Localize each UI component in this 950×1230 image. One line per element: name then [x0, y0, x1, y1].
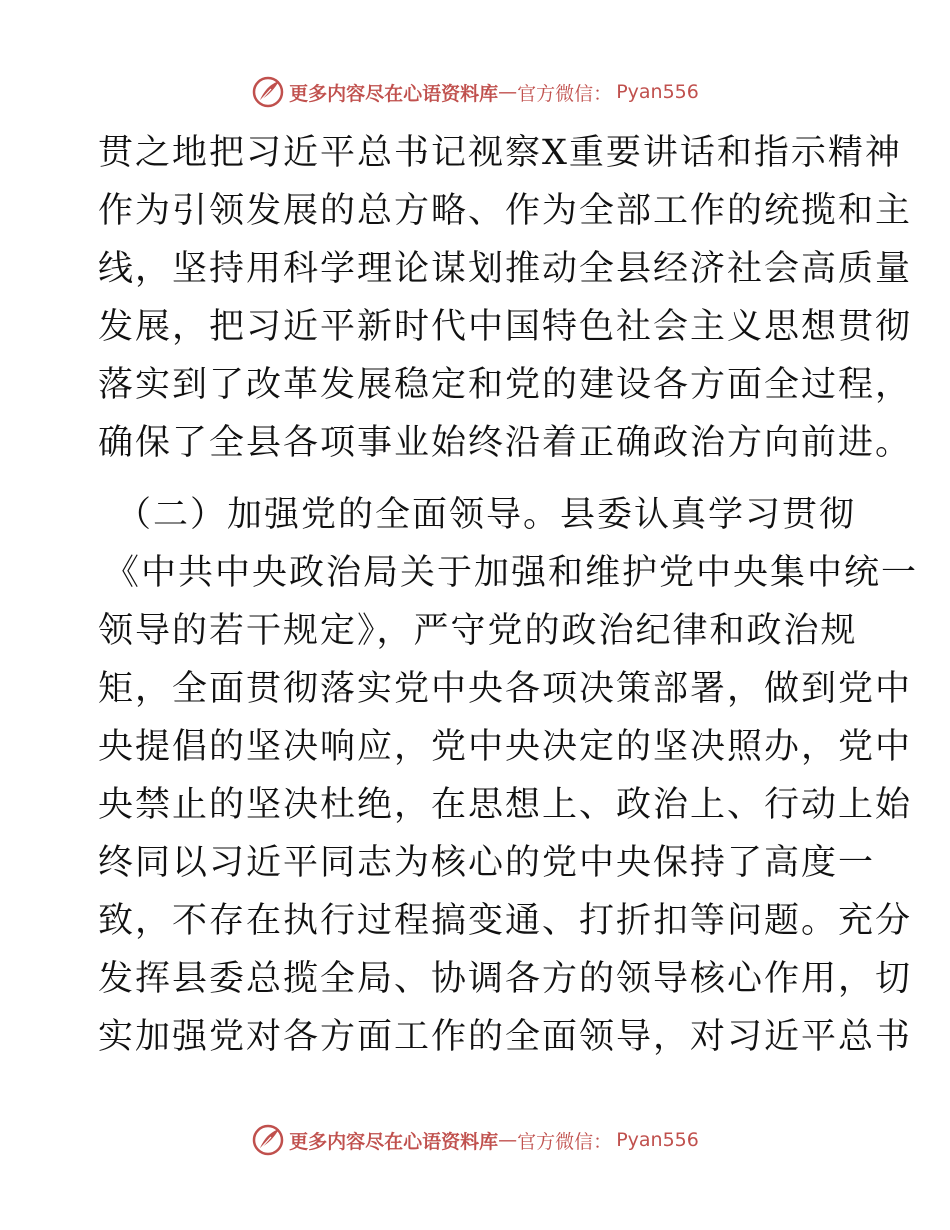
watermark-account-label: 官方微信： — [517, 1130, 613, 1153]
text-line: 致，不存在执行过程搞变通、打折扣等问题。充分 — [98, 901, 913, 941]
text-line: 终同以习近平同志为核心的党中央保持了高度一 — [98, 843, 876, 883]
text-line: 作为引领发展的总方略、作为全部工作的统揽和主 — [98, 191, 913, 231]
paragraph-section-2 — [98, 486, 919, 1066]
watermark-account-label: 官方微信： — [517, 82, 613, 105]
quill-feather-logo-icon — [251, 75, 285, 109]
quill-feather-logo-icon — [251, 1123, 285, 1157]
footer-watermark — [0, 1120, 950, 1160]
text-line: 《中共中央政治局关于加强和维护党中央集中统一 — [104, 553, 919, 593]
header-watermark — [0, 72, 950, 112]
text-line: 实加强党对各方面工作的全面领导，对习近平总书 — [98, 1017, 913, 1057]
section-heading-line: （二）加强党的全面领导。县委认真学习贯彻 — [116, 495, 857, 535]
text-line: 落实到了改革发展稳定和党的建设各方面全过程， — [98, 365, 913, 405]
text-line: 矩，全面贯彻落实党中央各项决策部署，做到党中 — [98, 669, 913, 709]
document-body — [98, 124, 919, 1066]
text-line: 确保了全县各项事业始终沿着正确政治方向前进。 — [98, 423, 913, 463]
watermark-brand: 更多内容尽在心语资料库 — [289, 1130, 499, 1153]
text-line: 发展，把习近平新时代中国特色社会主义思想贯彻 — [98, 307, 913, 347]
text-line: 线，坚持用科学理论谋划推动全县经济社会高质量 — [98, 249, 913, 289]
text-line: 贯之地把习近平总书记视察X重要讲话和指示精神 — [98, 133, 902, 173]
text-line: 央提倡的坚决响应，党中央决定的坚决照办，党中 — [98, 727, 913, 767]
watermark-account-id: Pyan556 — [616, 81, 699, 103]
watermark-separator: — — [498, 81, 518, 103]
text-line: 发挥县委总揽全局、协调各方的领导核心作用，切 — [98, 959, 913, 999]
watermark-brand: 更多内容尽在心语资料库 — [289, 82, 499, 105]
paragraph-continuation — [98, 124, 913, 472]
text-line: 领导的若干规定》，严守党的政治纪律和政治规 — [98, 611, 858, 651]
watermark-separator: — — [498, 1129, 518, 1151]
watermark-account-id: Pyan556 — [616, 1129, 699, 1151]
text-line: 央禁止的坚决杜绝，在思想上、政治上、行动上始 — [98, 785, 913, 825]
